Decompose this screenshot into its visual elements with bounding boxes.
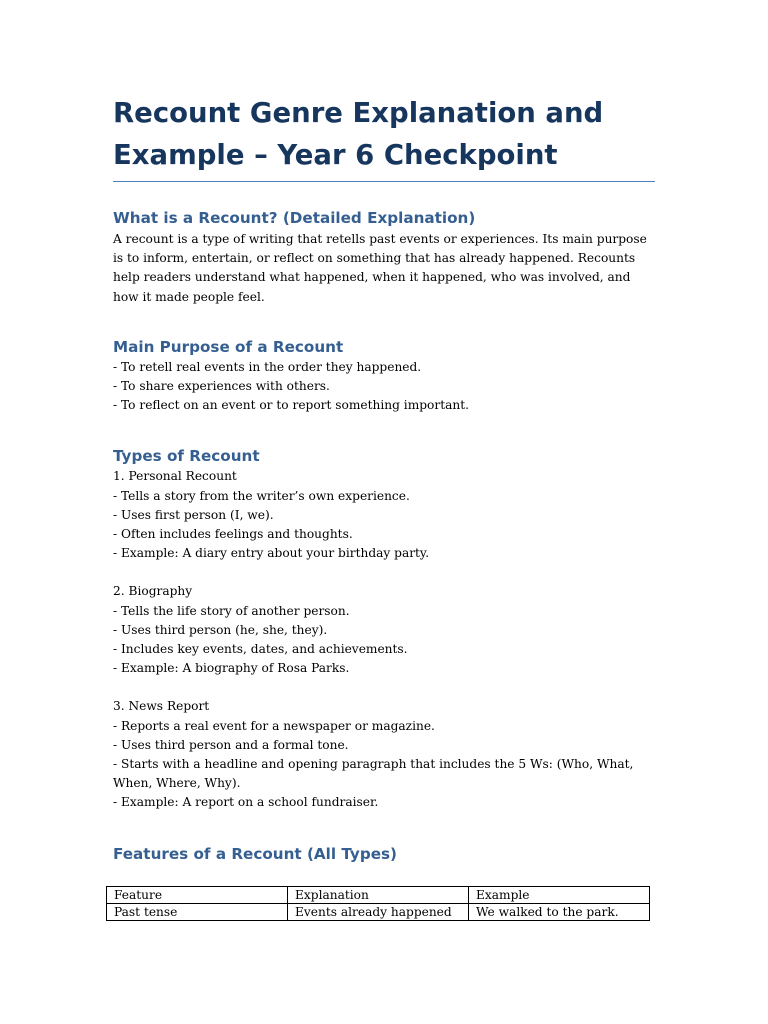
table-header-cell: Example [469,887,650,904]
list-item: - Often includes feelings and thoughts. [113,527,353,542]
section-heading-what: What is a Recount? (Detailed Explanation) [113,209,476,227]
list-item: - Uses first person (I, we). [113,507,274,522]
list-item: - Example: A report on a school fundraiser. [113,795,379,810]
page-title: Recount Genre Explanation and Example – Year 6 Checkpoint [113,92,655,182]
section-heading-purpose: Main Purpose of a Recount [113,337,344,356]
list-item: - Example: A diary entry about your birthday party. [113,546,430,561]
table-cell: Events already happened [288,904,469,921]
table-header-cell: Feature [107,887,288,904]
list-item: - To reflect on an event or to report something important. [113,398,470,413]
table-header-cell: Explanation [288,887,469,904]
list-item: - Includes key events, dates, and achievements. [113,642,408,657]
list-item: - To share experiences with others. [113,379,330,394]
table-header-row [107,887,650,904]
list-item: - To retell real events in the order they happened. [113,359,422,374]
list-item: - Uses third person (he, she, they). [113,622,328,637]
list-item: - Uses third person and a formal tone. [113,737,349,752]
section-heading-types: Types of Recount [113,447,260,466]
list-item: - Starts with a headline and opening paragraph that includes the 5 Ws: (Who, What, When, Where, Why). [113,757,634,791]
type-title-personal: 1. Personal Recount [113,469,237,484]
list-item: - Tells the life story of another person. [113,603,350,618]
table-cell: We walked to the park. [469,904,650,921]
features-table [106,886,650,921]
type-title-biography: 2. Biography [113,584,193,599]
section-heading-features: Features of a Recount (All Types) [113,844,397,863]
list-item: - Example: A biography of Rosa Parks. [113,661,350,676]
recount-definition-paragraph: A recount is a type of writing that retells past events or experiences. Its main purpose is to inform, entertain, or reflect on something that has already happened. Recounts help readers understand what happened, when it happened, who was involved, and how it made people feel. [113,232,647,304]
list-item: - Reports a real event for a newspaper or magazine. [113,718,435,733]
list-item: - Tells a story from the writer’s own experience. [113,488,410,503]
type-title-news: 3. News Report [113,699,210,714]
table-cell: Past tense [107,904,288,921]
table-row [107,904,650,921]
document-page [113,92,655,865]
